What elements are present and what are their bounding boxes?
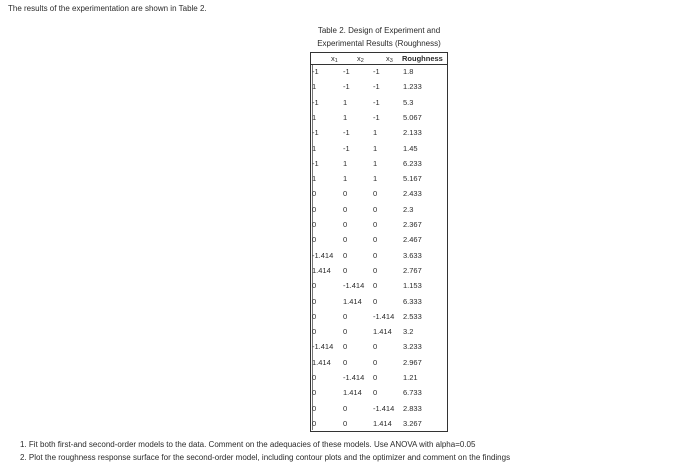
- table-row: [311, 173, 447, 188]
- cell-roughness: 2.367: [403, 220, 422, 229]
- cell-roughness: 5.067: [403, 112, 422, 122]
- cell-roughness: 3.633: [403, 250, 422, 260]
- cell-x3: 1.414: [373, 418, 392, 428]
- cell-roughness: 3.267: [403, 418, 422, 428]
- cell-x1: 1: [312, 112, 317, 122]
- cell-x3: 0: [373, 357, 378, 367]
- cell-x1: 1.414: [312, 265, 331, 275]
- table-row: [311, 127, 447, 142]
- table-row: [311, 158, 447, 173]
- cell-x2: 1: [343, 174, 348, 184]
- cell-x2: 0: [343, 235, 348, 245]
- table-row: [311, 418, 447, 433]
- cell-x2: 0: [343, 418, 348, 428]
- cell-x3: 0: [373, 342, 378, 352]
- cell-roughness: 1.153: [403, 281, 422, 291]
- cell-x1: 1: [312, 143, 317, 153]
- table-row: [311, 250, 447, 265]
- cell-roughness: 1.21: [403, 373, 418, 382]
- cell-x3: -1.414: [373, 311, 395, 321]
- cell-roughness: 2.533: [403, 311, 422, 321]
- table-row: [311, 403, 447, 418]
- cell-roughness: 1.8: [403, 67, 414, 76]
- header-x3: $x_3$: [386, 54, 393, 64]
- table-row: [311, 219, 447, 234]
- cell-x3: 1: [373, 128, 378, 138]
- header-divider: [311, 64, 447, 65]
- cell-x2: 1: [343, 158, 348, 168]
- cell-roughness: 2.3: [403, 204, 414, 214]
- table-row: [311, 341, 447, 356]
- cell-x1: -1: [312, 67, 319, 76]
- cell-x1: -1.414: [312, 250, 334, 260]
- cell-roughness: 2.767: [403, 265, 422, 275]
- table-row: [311, 387, 447, 402]
- cell-x3: 1: [373, 143, 378, 153]
- cell-x3: 0: [373, 220, 378, 229]
- table-row: [311, 280, 447, 295]
- cell-x1: 0: [312, 327, 317, 337]
- cell-x3: -1.414: [373, 403, 395, 413]
- cell-x1: 0: [312, 373, 317, 382]
- cell-x1: -1: [312, 158, 319, 168]
- table-row: [311, 372, 447, 387]
- cell-x2: 0: [343, 357, 348, 367]
- cell-x3: 0: [373, 250, 378, 260]
- cell-x1: 1.414: [312, 357, 331, 367]
- cell-x2: 1.414: [343, 388, 362, 398]
- cell-x1: 1: [312, 82, 317, 92]
- table-caption-line-1: Table 2. Design of Experiment and: [317, 26, 441, 35]
- cell-x2: -1.414: [343, 281, 365, 291]
- cell-x2: -1: [343, 128, 350, 138]
- cell-x2: 0: [343, 204, 348, 214]
- cell-roughness: 3.2: [403, 327, 414, 337]
- cell-x1: -1: [312, 128, 319, 138]
- cell-x1: 0: [312, 418, 317, 428]
- cell-roughness: 2.833: [403, 403, 422, 413]
- cell-roughness: 2.467: [403, 235, 422, 245]
- cell-x3: 0: [373, 388, 378, 398]
- cell-x1: 0: [312, 204, 317, 214]
- table-caption: [300, 24, 458, 50]
- cell-roughness: 6.233: [403, 158, 422, 168]
- cell-roughness: 1.233: [403, 82, 422, 92]
- cell-x2: 0: [343, 220, 348, 229]
- table-row: [311, 204, 447, 219]
- cell-x2: 0: [343, 189, 348, 199]
- cell-x3: -1: [373, 82, 380, 92]
- header-x2: $x_2$: [357, 54, 364, 64]
- cell-x2: -1.414: [343, 373, 365, 382]
- table-row: [311, 112, 447, 127]
- table-row: [311, 296, 447, 311]
- cell-x3: 1: [373, 174, 378, 184]
- table-row: [311, 311, 447, 326]
- cell-x3: 0: [373, 296, 378, 306]
- cell-roughness: 2.433: [403, 189, 422, 199]
- cell-roughness: 2.967: [403, 357, 422, 367]
- cell-x1: 0: [312, 296, 317, 306]
- cell-roughness: 5.3: [403, 97, 414, 107]
- cell-x1: 0: [312, 220, 317, 229]
- question-2: 2. Plot the roughness response surface for the second-order model, including contour plots and the optimizer and comment on the findings: [20, 453, 511, 462]
- table-row: [311, 81, 447, 96]
- cell-x1: 0: [312, 388, 317, 398]
- cell-x3: 0: [373, 204, 378, 214]
- cell-roughness: 1.45: [403, 143, 418, 153]
- cell-x1: 0: [312, 235, 317, 245]
- table-row: [311, 188, 447, 203]
- table-row: [311, 234, 447, 249]
- intro-text: The results of the experimentation are shown in Table 2.: [8, 4, 207, 13]
- table-row: [311, 326, 447, 341]
- cell-x3: 1: [373, 158, 378, 168]
- cell-roughness: 3.233: [403, 342, 422, 352]
- cell-x2: 0: [343, 403, 348, 413]
- cell-x2: 0: [343, 342, 348, 352]
- cell-x2: -1: [343, 67, 350, 76]
- cell-x1: 0: [312, 403, 317, 413]
- cell-x1: -1.414: [312, 342, 334, 352]
- header-roughness: Roughness: [402, 54, 443, 63]
- table-row: [311, 357, 447, 372]
- cell-x3: 1.414: [373, 327, 392, 337]
- cell-x3: 0: [373, 281, 378, 291]
- cell-x2: -1: [343, 82, 350, 92]
- cell-roughness: 6.333: [403, 296, 422, 306]
- experiment-table: [310, 52, 448, 432]
- cell-x2: 0: [343, 250, 348, 260]
- cell-x2: 1: [343, 112, 348, 122]
- cell-x1: 0: [312, 281, 317, 291]
- cell-x2: 0: [343, 327, 348, 337]
- cell-x3: 0: [373, 189, 378, 199]
- cell-x3: 0: [373, 265, 378, 275]
- question-1: 1. Fit both first-and second-order models to the data. Comment on the adequacies of these models. Use ANOVA with alpha=0.05: [20, 440, 476, 449]
- cell-roughness: 2.133: [403, 128, 422, 138]
- table-row: [311, 66, 447, 81]
- cell-x2: 1: [343, 97, 348, 107]
- cell-x1: 0: [312, 189, 317, 199]
- table-row: [311, 97, 447, 112]
- cell-x3: -1: [373, 67, 380, 76]
- header-x1: $x_1$: [331, 54, 338, 64]
- cell-roughness: 5.167: [403, 174, 422, 184]
- cell-x3: -1: [373, 112, 380, 122]
- table-row: [311, 143, 447, 158]
- cell-x2: 0: [343, 265, 348, 275]
- cell-x3: 0: [373, 235, 378, 245]
- cell-x2: 0: [343, 311, 348, 321]
- cell-x3: 0: [373, 373, 378, 382]
- table-caption-line-2: Experimental Results (Roughness): [317, 39, 441, 48]
- cell-x2: -1: [343, 143, 350, 153]
- cell-x1: 0: [312, 311, 317, 321]
- table-row: [311, 265, 447, 280]
- cell-roughness: 6.733: [403, 388, 422, 398]
- cell-x3: -1: [373, 97, 380, 107]
- questions: [20, 438, 510, 464]
- cell-x1: 1: [312, 174, 317, 184]
- cell-x2: 1.414: [343, 296, 362, 306]
- cell-x1: -1: [312, 97, 319, 107]
